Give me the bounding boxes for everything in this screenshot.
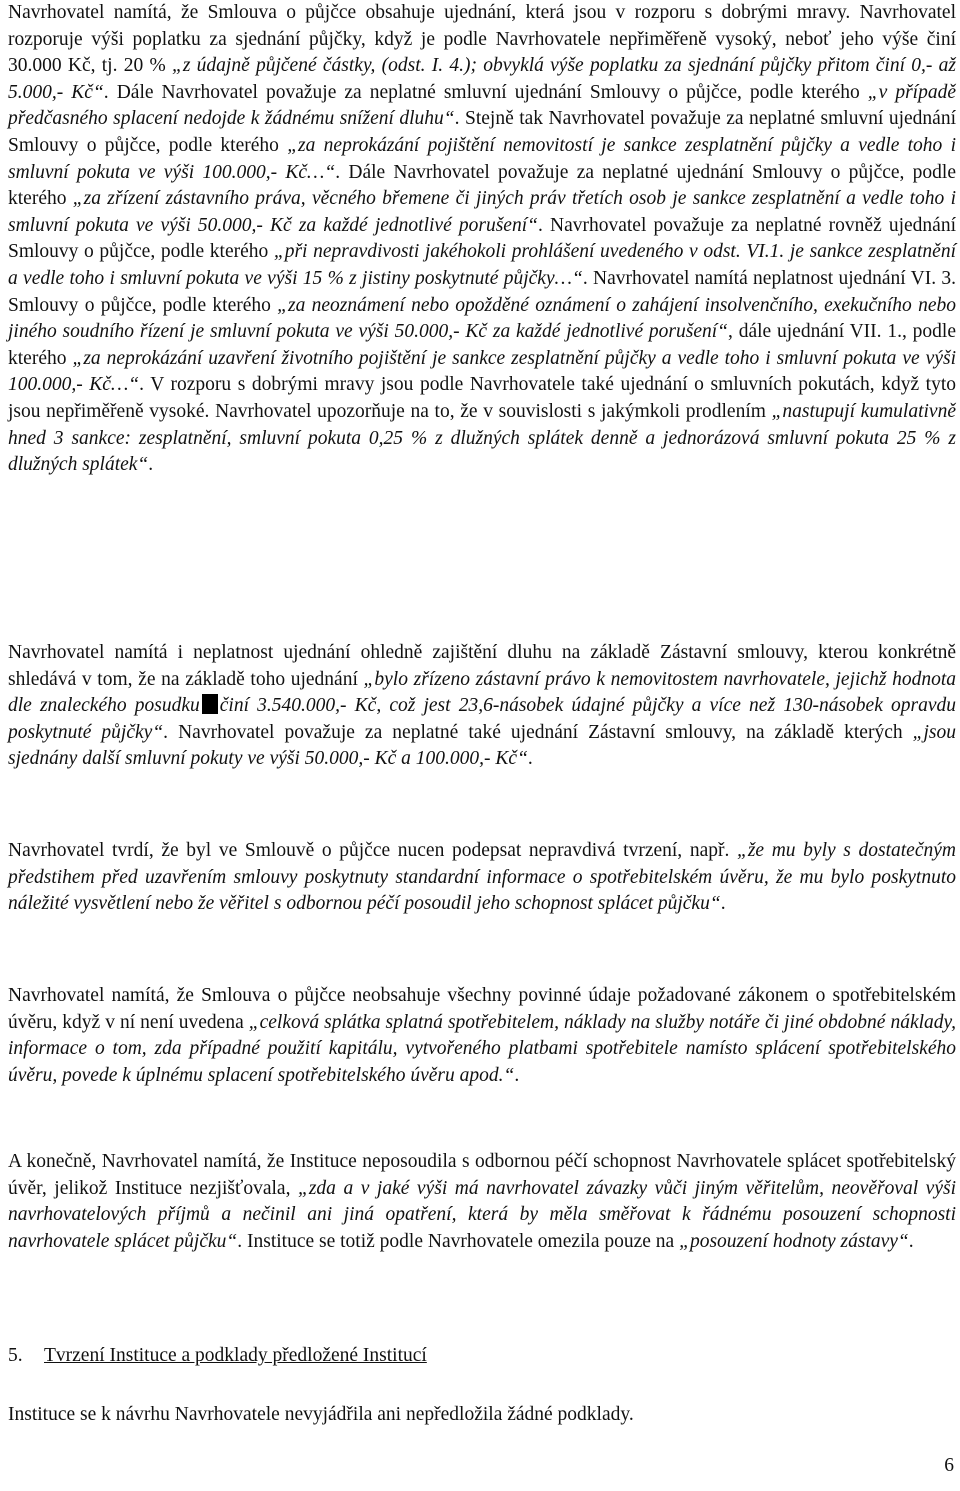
body-text: . Dále Navrhovatel považuje za neplatné ujednání Smlouvy o půjčce, podle kterého	[8, 161, 956, 210]
paragraph-missing-mandatory-data	[8, 983, 956, 1089]
quoted-text: „že mu byly s dostatečným předstihem před uzavřením smlouvy poskytnuty standardní informace o spotřebitelském úvěru, že mu bylo poskytnuto náležité vysvětlení nebo že věřitel s odbornou péčí posoudil jeho schopnost splácet půjčku“	[8, 840, 956, 915]
body-text: . Navrhovatel namítá neplatnost ujednání VI. 3. Smlouvy o půjčce, podle kterého	[8, 267, 957, 316]
body-text: .	[148, 454, 154, 476]
body-text: .	[527, 748, 533, 770]
quoted-text: „posouzení hodnoty zástavy“	[679, 1230, 909, 1252]
body-text: Navrhovatel namítá i neplatnost ujednání ohledně zajištění dluhu na základě Zástavní smlouvy, kterou konkrétně shledává v tom, že na základě toho ujednání	[8, 642, 956, 690]
section-heading	[8, 1343, 956, 1370]
quoted-text: „za zřízení zástavního práva, věcného břemene či jiných práv třetích osob je sankce zesplatnění a vedle toho i smluvní pokuta ve výši 50.000,- Kč za každé jednotlivé porušení“	[8, 188, 956, 236]
body-text: .	[720, 893, 726, 915]
quoted-text: „celková splátka splatná spotřebitelem, náklady na služby notáře či jiné obdobné náklady, informace o tom, zda případné použití kapitálu, vytvořeného platbami spotřebitele namísto splácení spotřebitelského úvěru, povede k úplnému splacení spotřebitelského úvěru apod.“	[8, 1011, 956, 1086]
quoted-text: činí 3.540.000,- Kč, což jest 23,6-násobek údajné půjčky a více než 130-násobek opravdu poskytnuté půjčky“	[8, 695, 956, 743]
quoted-text: „při nepravdivosti jakéhokoli prohlášení uvedeného v odst. VI.1. je sankce zesplatnění a vedle toho i smluvní pokuta ve výši 15 % z jistiny poskytnuté půjčky…“	[8, 241, 956, 289]
body-text: . Navrhovatel považuje za neplatné rovněž ujednání Smlouvy o půjčce, podle kterého	[8, 214, 957, 263]
body-text: . Dále Navrhovatel považuje za neplatné smluvní ujednání Smlouvy o půjčce, podle kterého	[103, 81, 868, 103]
quoted-text: „za neprokázání uzavření životního pojištění je sankce zesplatnění půjčky a vedle toho i smluvní pokuta ve výši 100.000,- Kč…“	[8, 347, 956, 396]
quoted-text: „z údajně půjčené částky, (odst. I. 4.); obvyklá výše poplatku za sjednání půjčky přitom činí 0,- až 5.000,- Kč“	[8, 55, 956, 103]
body-text: . Instituce se totiž podle Navrhovatele omezila pouze na	[237, 1230, 680, 1252]
section-number: 5.	[8, 1345, 23, 1366]
paragraph-pledge-agreement-objection	[8, 640, 956, 773]
section-title: Tvrzení Instituce a podklady předložené Institucí	[44, 1345, 427, 1366]
quoted-text: „bylo zřízeno zástavní právo k nemovitostem navrhovatele, jejichž hodnota dle znaleckého posudku	[8, 668, 956, 717]
paragraph-good-morals-objections	[8, 0, 956, 479]
body-text: .	[908, 1230, 914, 1252]
body-text: , dále ujednání VII. 1., podle kterého	[8, 321, 956, 369]
body-text: . Navrhovatel považuje za neplatné také ujednání Zástavní smlouvy, na základě kterých	[163, 721, 913, 743]
body-text: . V rozporu s dobrými mravy jsou podle Navrhovatele také ujednání o smluvních pokutách, když tyto jsou nepřiměřeně vysoké. Navrhovatel upozorňuje na to, že v souvislosti s jakýmkoli prodlením	[8, 374, 957, 422]
body-text: Navrhovatel namítá, že Smlouva o půjčce neobsahuje všechny povinné údaje požadované zákonem o spotřebitelském úvěru, když v ní není uvedena	[8, 985, 956, 1033]
quoted-text: „nastupují kumulativně hned 3 sankce: zesplatnění, smluvní pokuta 0,25 % z dlužných splátek denně a jednorázová smluvní pokuta 25 % z dlužných splátek“	[8, 400, 956, 476]
body-text: . Stejně tak Navrhovatel považuje za neplatné smluvní ujednání Smlouvy o půjčce, podle kterého	[8, 108, 957, 156]
quoted-text: „v případě předčasného splacení nedojde k žádnému snížení dluhu“	[8, 81, 956, 130]
paragraph-untrue-statements	[8, 838, 956, 918]
body-text: Navrhovatel namítá, že Smlouva o půjčce obsahuje ujednání, která jsou v rozporu s dobrými mravy. Navrhovatel rozporuje výši poplatku za sjednání půjčky, když je podle Navrhovatele nepřiměřeně vysoký, neboť jeho výše činí 30.000 Kč, tj. 20 %	[8, 2, 956, 77]
paragraph-creditworthiness-assessment	[8, 1149, 956, 1255]
page-number: 6	[944, 1455, 954, 1476]
body-text: .	[514, 1064, 520, 1086]
quoted-text: „za neoznámení nebo opožděné oznámení o zahájení insolvenčního, exekučního nebo jiného soudního řízení je smluvní pokuta ve výši 50.000,- Kč za každé jednotlivé porušení“	[8, 294, 956, 343]
quoted-text: „jsou sjednány další smluvní pokuty ve výši 50.000,- Kč a 100.000,- Kč“	[8, 721, 956, 770]
body-text: A konečně, Navrhovatel namítá, že Instituce neposoudila s odbornou péčí schopnost Navrhovatele splácet spotřebitelský úvěr, jelikož Instituce nezjišťovala,	[8, 1151, 956, 1199]
redaction-block	[202, 694, 218, 714]
quoted-text: „zda a v jaké výši má navrhovatel závazky vůči jiným věřitelům, neověřoval výši navrhovatelových příjmů a nečinil ani jiná opatření, která by měla směřovat k řádnému posouzení schopnosti navrhovatele splácet půjčku“	[8, 1177, 957, 1252]
body-text: Instituce se k návrhu Navrhovatele nevyjádřila ani nepředložila žádné podklady.	[8, 1404, 634, 1425]
body-text: Navrhovatel tvrdí, že byl ve Smlouvě o půjčce nucen podepsat nepravdivá tvrzení, např.	[8, 840, 737, 861]
quoted-text: „za neprokázání pojištění nemovitostí je sankce zesplatnění půjčky a vedle toho i smluvní pokuta ve výši 100.000,- Kč…“	[8, 134, 957, 183]
paragraph-institution-statement	[8, 1402, 956, 1429]
